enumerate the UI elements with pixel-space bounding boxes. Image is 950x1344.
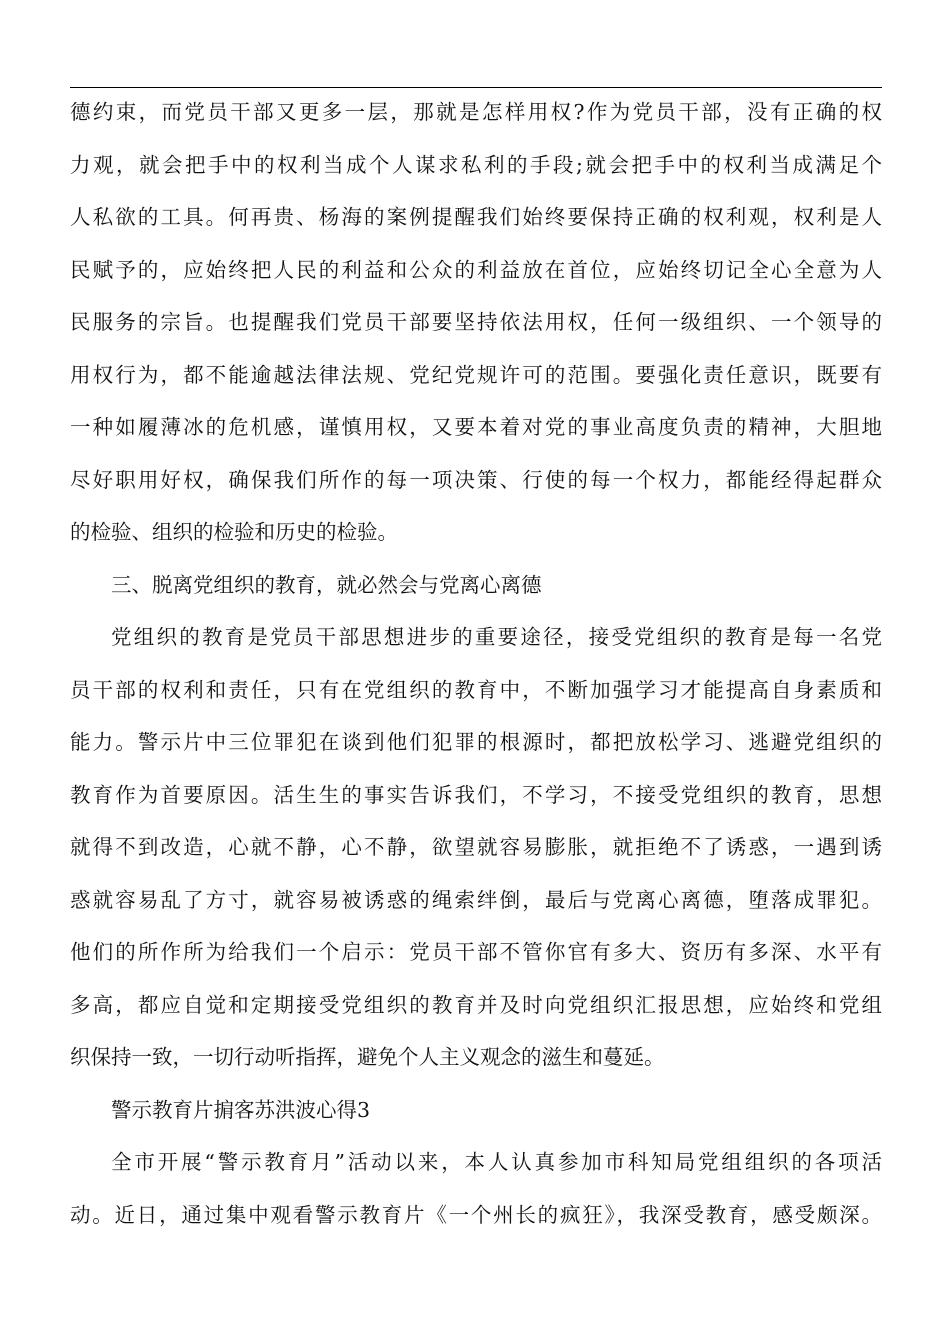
text-line: 他们的所作所为给我们一个启示：党员干部不管你官有多大、资历有多深、水平有 (70, 940, 882, 964)
text-line: 警示教育片掮客苏洪波心得3 (111, 1097, 371, 1122)
text-line: 就得不到改造，心就不静，心不静，欲望就容易膨胀，就拒绝不了诱惑，一遇到诱 (70, 835, 882, 859)
text-line: 德约束，而党员干部又更多一层，那就是怎样用权?作为党员干部，没有正确的权 (70, 100, 882, 124)
text-line: 民赋予的，应始终把人民的利益和公众的利益放在首位，应始终切记全心全意为人 (70, 257, 882, 282)
text-line: 尽好职用好权，确保我们所作的每一项决策、行使的每一个权力，都能经得起群众 (70, 467, 882, 492)
text-line: 动。近日，通过集中观看警示教育片《一个州长的疯狂》，我深受教育，感受颇深。 (70, 1202, 882, 1227)
text-line: 党组织的教育是党员干部思想进步的重要途径，接受党组织的教育是每一名党 (111, 625, 882, 649)
header-rule (70, 87, 882, 88)
text-line: 全市开展“警示教育月”活动以来，本人认真参加市科知局党组组织的各项活 (111, 1150, 882, 1174)
text-line: 多高，都应自觉和定期接受党组织的教育并及时向党组织汇报思想，应始终和党组 (70, 992, 882, 1017)
text-line: 织保持一致，一切行动听指挥，避免个人主义观念的滋生和蔓延。 (70, 1045, 665, 1069)
text-line: 力观，就会把手中的权利当成个人谋求私利的手段;就会把手中的权利当成满足个 (70, 152, 882, 177)
text-line: 三、脱离党组织的教育，就必然会与党离心离德 (111, 572, 542, 597)
text-line: 一种如履薄冰的危机感，谨慎用权，又要本着对党的事业高度负责的精神，大胆地 (70, 415, 882, 439)
text-line: 用权行为，都不能逾越法律法规、党纪党规许可的范围。要强化责任意识，既要有 (70, 362, 882, 387)
text-line: 人私欲的工具。何再贵、杨海的案例提醒我们始终要保持正确的权利观，权利是人 (70, 205, 882, 229)
document-body (70, 94, 882, 1249)
text-line: 的检验、组织的检验和历史的检验。 (70, 520, 398, 544)
text-line: 员干部的权利和责任，只有在党组织的教育中，不断加强学习才能提高自身素质和 (70, 677, 882, 702)
text-line: 能力。警示片中三位罪犯在谈到他们犯罪的根源时，都把放松学习、逃避党组织的 (70, 730, 882, 754)
text-line: 惑就容易乱了方寸，就容易被诱惑的绳索绊倒，最后与党离心离德，堕落成罪犯。 (70, 887, 882, 912)
text-line: 教育作为首要原因。活生生的事实告诉我们，不学习，不接受党组织的教育，思想 (70, 782, 882, 807)
text-line: 民服务的宗旨。也提醒我们党员干部要坚持依法用权，任何一级组织、一个领导的 (70, 310, 882, 334)
